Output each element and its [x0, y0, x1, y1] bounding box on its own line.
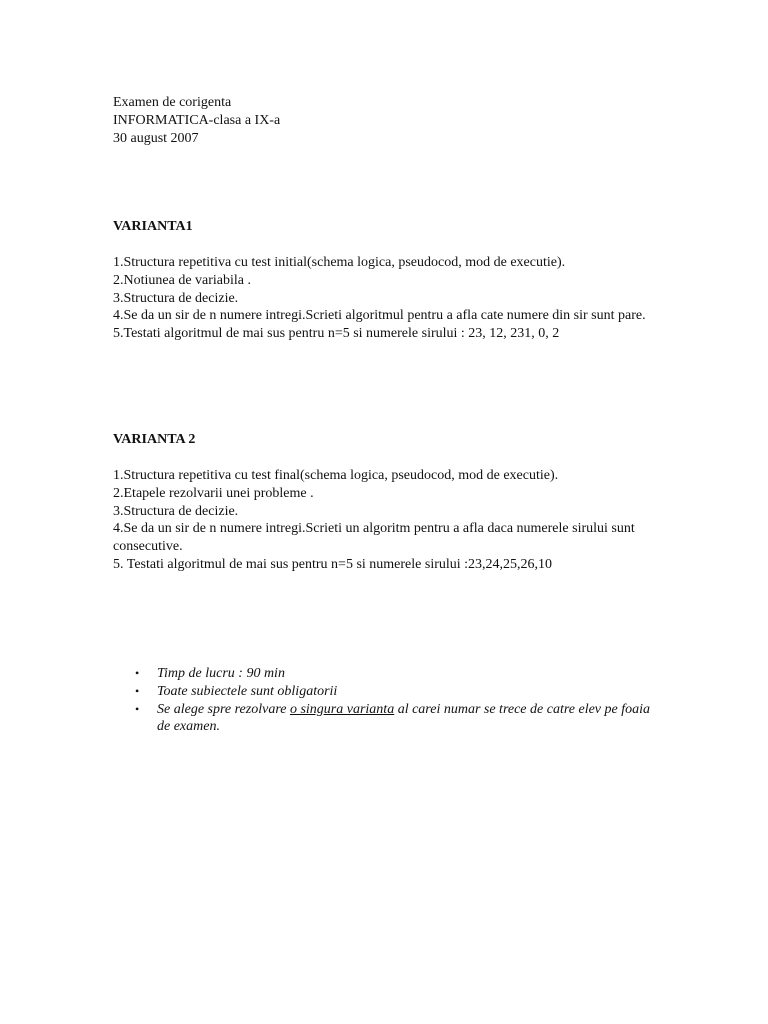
exam-date: 30 august 2007 [113, 130, 199, 146]
instruction-choice [135, 701, 657, 737]
exam-title: Examen de corigenta [113, 95, 232, 110]
variant2-item: 5. Testati algoritmul de mai sus pentru n=5 si numerele sirului :23,24,25,26,10 [113, 556, 553, 572]
variant2-item: 3.Structura de decizie. [113, 503, 239, 519]
variant1-item: 1.Structura repetitiva cu test initial(schema logica, pseudocod, mod de executie). [113, 255, 566, 270]
variant1-item: 3.Structura de decizie. [113, 290, 239, 306]
variant1-item: 5.Testati algoritmul de mai sus pentru n=5 si numerele sirului : 23, 12, 231, 0, 2 [113, 326, 560, 342]
variant2-title: VARIANTA 2 [113, 432, 196, 447]
variant2-item: 2.Etapele rezolvarii unei probleme . [113, 485, 314, 501]
variant1-item: 4.Se da un sir de n numere intregi.Scrieti algoritmul pentru a afla cate numere din sir sunt pare. [113, 308, 646, 324]
instruction-mandatory [135, 683, 657, 701]
instruction-choice-emphasis: o singura varianta [289, 701, 395, 717]
exam-header [113, 94, 673, 147]
variant2-item: 1.Structura repetitiva cu test final(schema logica, pseudocod, mod de executie). [113, 468, 559, 483]
bullet-icon: • [135, 683, 140, 698]
exam-subject: INFORMATICA-clasa a IX-a [113, 112, 281, 128]
instructions-list [135, 665, 657, 736]
instruction-choice-rest: al carei numar se trece de catre elev pe foaia de examen. [157, 701, 651, 735]
instruction-time [135, 665, 657, 683]
variant1-item: 2.Notiunea de variabila . [113, 272, 252, 288]
variant2-list [113, 467, 673, 574]
variant1-list [113, 254, 673, 343]
bullet-icon: • [135, 666, 140, 680]
instruction-mandatory-text: Toate subiectele sunt obligatorii [157, 683, 338, 699]
bullet-icon: • [135, 701, 140, 716]
instruction-time-text: Timp de lucru : 90 min [157, 666, 285, 681]
instruction-choice-text: Se alege spre rezolvare [157, 701, 290, 717]
variant2-item: 4.Se da un sir de n numere intregi.Scrieti un algoritm pentru a afla daca numerele sirului sunt consecutive. [113, 521, 639, 555]
variant1-title: VARIANTA1 [113, 219, 193, 234]
